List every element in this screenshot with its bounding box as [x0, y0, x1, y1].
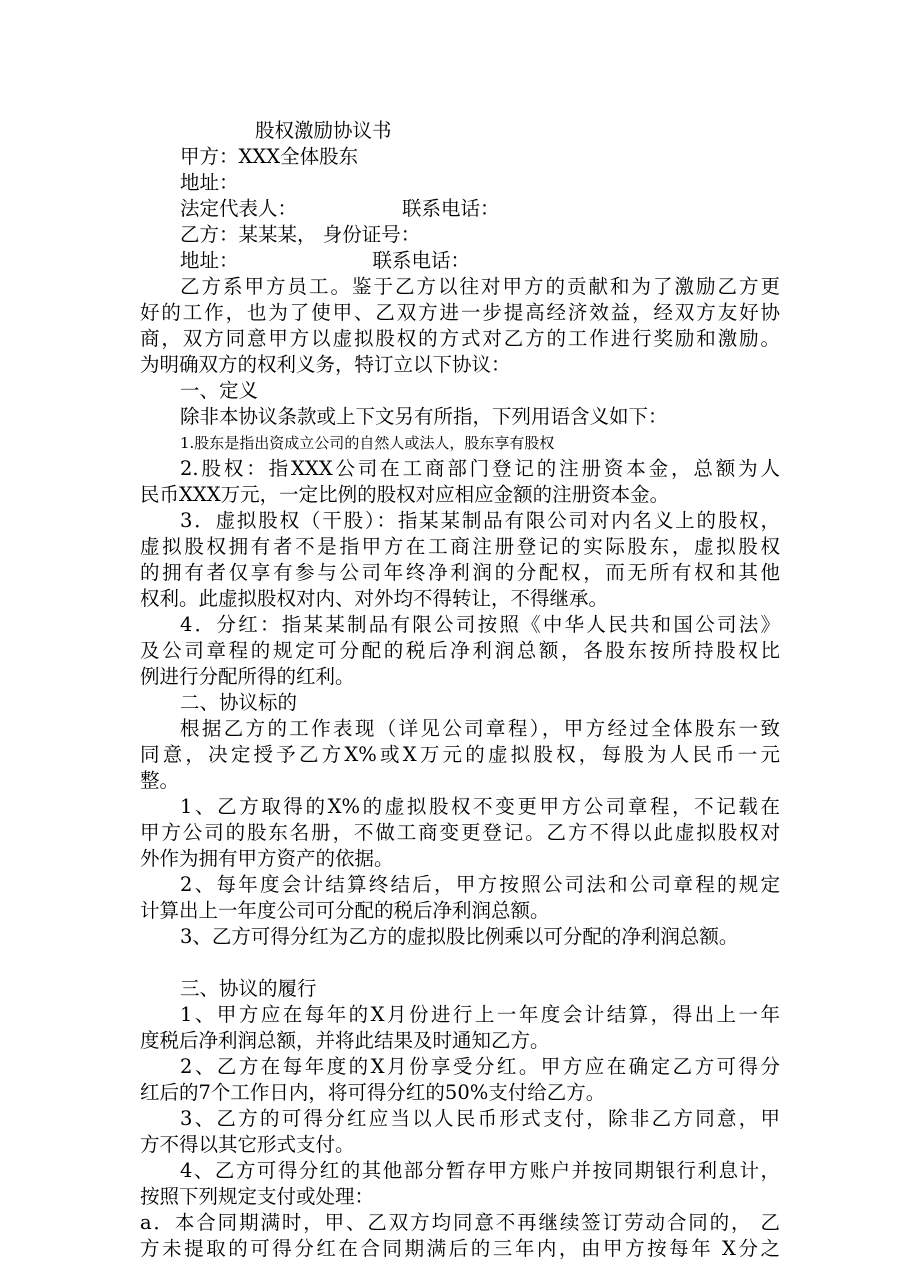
definition-3-line: 虚拟股权拥有者不是指甲方在工商注册登记的实际股东，虚拟股权 — [140, 535, 780, 558]
section-1-intro: 除非本协议条款或上下文另有所指，下列用语含义如下： — [180, 405, 668, 428]
definition-4-line: 例进行分配所得的红利。 — [140, 665, 355, 688]
section-2-intro-line: 根据乙方的工作表现（详见公司章程），甲方经过全体股东一致 — [180, 717, 780, 740]
definition-4-line: 4．分红：指某某制品有限公司按照《中华人民共和国公司法》 — [180, 613, 780, 636]
intro-line: 为明确双方的权利义务，特订立以下协议： — [140, 353, 511, 376]
party-b: 乙方：某某某， 身份证号： — [180, 223, 421, 246]
legal-representative-label: 法定代表人： — [180, 197, 298, 220]
definition-3-line: 的拥有者仅享有参与公司年终净利润的分配权，而无所有权和其他 — [140, 561, 780, 584]
section-2-heading: 二、协议标的 — [180, 691, 298, 714]
section-3-item-3-line: 方不得以其它形式支付。 — [140, 1133, 355, 1156]
section-3-item-4a-line: a．本合同期满时，甲、乙双方均同意不再继续签订劳动合同的， 乙 — [140, 1211, 780, 1234]
document-title: 股权激励协议书 — [255, 119, 392, 142]
section-2-intro-line: 同意，决定授予乙方X%或X万元的虚拟股权，每股为人民币一元 — [140, 743, 780, 766]
section-2-intro-line: 整。 — [140, 769, 180, 792]
section-3-item-1-line: 1、甲方应在每年的X月份进行上一年度会计结算，得出上一年 — [180, 1003, 780, 1026]
definition-3-line: 3．虚拟股权（干股）：指某某制品有限公司对内名义上的股权， — [180, 509, 780, 532]
section-3-item-1-line: 度税后净利润总额，并将此结果及时通知乙方。 — [140, 1029, 550, 1052]
legal-representative-phone-label: 联系电话： — [402, 197, 500, 220]
definition-2-line: 2.股权：指XXX公司在工商部门登记的注册资本金，总额为人 — [180, 457, 780, 480]
intro-line: 好的工作，也为了使甲、乙双方进一步提高经济效益，经双方友好协 — [140, 301, 780, 324]
party-b-address-row — [180, 248, 780, 274]
party-a: 甲方：XXX全体股东 — [180, 145, 359, 168]
definition-3-line: 权利。此虚拟股权对内、对外均不得转让，不得继承。 — [140, 587, 609, 610]
section-1-heading: 一、定义 — [180, 379, 259, 402]
party-b-address-label: 地址： — [180, 249, 239, 272]
party-b-phone-label: 联系电话： — [372, 249, 471, 272]
section-2-item-3: 3、乙方可得分红为乙方的虚拟股比例乘以可分配的净利润总额。 — [180, 925, 739, 948]
section-2-item-2-line: 2、每年度会计结算终结后，甲方按照公司法和公司章程的规定 — [180, 873, 780, 896]
section-3-item-2-line: 2、乙方在每年度的X月份享受分红。甲方应在确定乙方可得分 — [180, 1055, 780, 1078]
section-3-item-3-line: 3、乙方的可得分红应当以人民币形式支付，除非乙方同意，甲 — [180, 1107, 780, 1130]
party-a-address: 地址： — [180, 171, 239, 194]
section-3-item-4-line: 按照下列规定支付或处理： — [140, 1185, 375, 1208]
legal-representative-row — [180, 196, 780, 222]
intro-line: 商，双方同意甲方以虚拟股权的方式对乙方的工作进行奖励和激励。 — [140, 327, 780, 350]
section-3-item-4-line: 4、乙方可得分红的其他部分暂存甲方账户并按同期银行利息计， — [180, 1159, 780, 1182]
definition-1: 1.股东是指出资成立公司的自然人或法人，股东享有股权 — [180, 434, 555, 452]
section-2-item-1-line: 1、乙方取得的X%的虚拟股权不变更甲方公司章程，不记载在 — [180, 795, 780, 818]
section-2-item-1-line: 甲方公司的股东名册，不做工商变更登记。乙方不得以此虚拟股权对 — [140, 821, 780, 844]
section-2-item-2-line: 计算出上一年度公司可分配的税后净利润总额。 — [140, 899, 550, 922]
intro-line: 乙方系甲方员工。鉴于乙方以往对甲方的贡献和为了激励乙方更 — [180, 275, 780, 298]
section-3-item-4a-line: 方未提取的可得分红在合同期满后的三年内，由甲方按每年 X分之 — [140, 1237, 780, 1260]
definition-2-line: 民币XXX万元，一定比例的股权对应相应金额的注册资本金。 — [140, 483, 670, 506]
definition-4-line: 及公司章程的规定可分配的税后净利润总额，各股东按所持股权比 — [140, 639, 780, 662]
section-2-item-1-line: 外作为拥有甲方资产的依据。 — [140, 847, 394, 870]
section-3-heading: 三、协议的履行 — [180, 977, 317, 1000]
section-3-item-2-line: 红后的7个工作日内，将可得分红的50%支付给乙方。 — [140, 1081, 606, 1104]
